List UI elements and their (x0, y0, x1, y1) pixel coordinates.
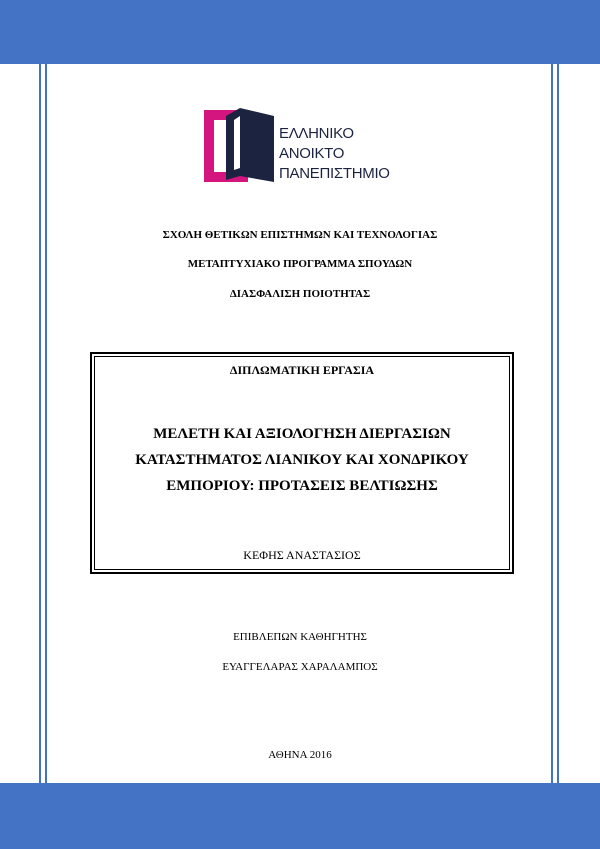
specialty-name: ΔΙΑΣΦΑΛΙΣΗ ΠΟΙΟΤΗΤΑΣ (229, 288, 371, 300)
logo-wordmark (279, 124, 390, 184)
top-blue-band (0, 0, 600, 64)
program-name: ΜΕΤΑΠΤΥΧΙΑΚΟ ΠΡΟΓΡΑΜΜΑ ΣΠΟΥΔΩΝ (187, 258, 413, 270)
right-border-line-inner (551, 0, 553, 849)
place-and-date: ΑΘΗΝΑ 2016 (268, 749, 332, 761)
document-type: ΔΙΠΛΩΜΑΤΙΚΗ ΕΡΓΑΣΙΑ (229, 363, 375, 377)
left-border-line-outer (39, 0, 41, 849)
logo-line: ΑΝΟΙΚΤΟ (279, 145, 345, 162)
author-name: ΚΕΦΗΣ ΑΝΑΣΤΑΣΙΟΣ (243, 548, 361, 562)
thesis-title (92, 421, 512, 499)
logo-line: ΠΑΝΕΠΙΣΤΗΜΙΟ (279, 165, 390, 182)
left-border-line-inner (45, 0, 47, 849)
thesis-title-line: ΕΜΠΟΡΙΟΥ: ΠΡΟΤΑΣΕΙΣ ΒΕΛΤΙΩΣΗΣ (166, 478, 438, 494)
supervisor-name: ΕΥΑΓΓΕΛΑΡΑΣ ΧΑΡΑΛΑΜΠΟΣ (222, 661, 378, 673)
university-logo-icon (204, 106, 276, 186)
logo-line: ΕΛΛΗΝΙΚΟ (279, 125, 354, 142)
right-border-line-outer (557, 0, 559, 849)
thesis-title-frame (90, 352, 514, 574)
bottom-blue-band (0, 783, 600, 849)
thesis-title-line: ΚΑΤΑΣΤΗΜΑΤΟΣ ΛΙΑΝΙΚΟΥ ΚΑΙ ΧΟΝΔΡΙΚΟΥ (135, 452, 469, 468)
school-name: ΣΧΟΛΗ ΘΕΤΙΚΩΝ ΕΠΙΣΤΗΜΩΝ ΚΑΙ ΤΕΧΝΟΛΟΓΙΑΣ (162, 229, 438, 241)
supervisor-label: ΕΠΙΒΛΕΠΩΝ ΚΑΘΗΓΗΤΗΣ (233, 631, 367, 643)
thesis-title-line: ΜΕΛΕΤΗ ΚΑΙ ΑΞΙΟΛΟΓΗΣΗ ΔΙΕΡΓΑΣΙΩΝ (153, 426, 451, 442)
university-logo (204, 106, 404, 186)
